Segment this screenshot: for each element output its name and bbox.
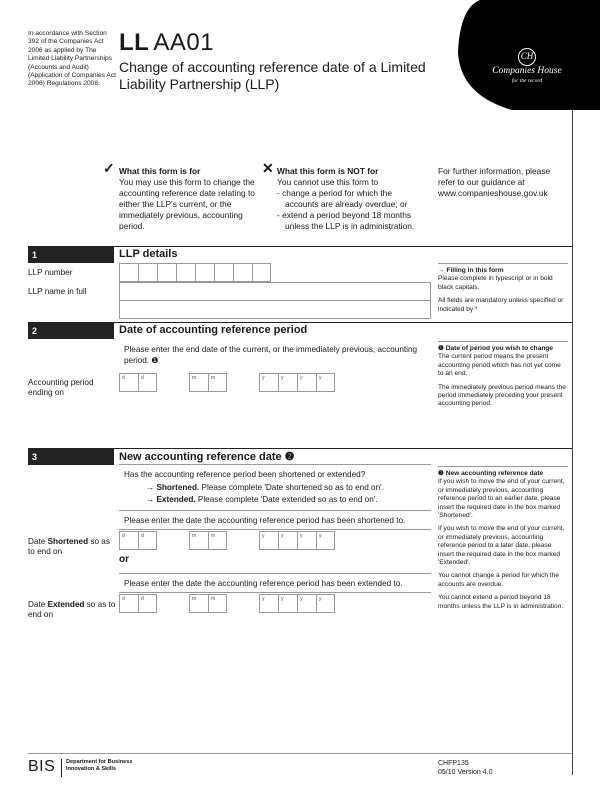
section-title: New accounting reference date ❷ (119, 451, 295, 463)
section-title: Date of accounting reference period (119, 324, 308, 336)
month-digit[interactable]: m (208, 594, 227, 613)
list-item: - change a period for which the accounts are already overdue; or (277, 188, 408, 209)
year-digit[interactable]: y (297, 373, 316, 392)
llp-number-digit[interactable] (119, 263, 138, 282)
option-shortened-label: Shortened. (156, 483, 200, 492)
form-not-for-heading: What this form is NOT for (277, 166, 379, 176)
year-digit[interactable]: y (297, 531, 316, 550)
divider (119, 464, 431, 465)
section-3-header (28, 448, 572, 465)
new-date-guidance-text: If you wish to move the end of your current, or immediately previous, accounting reference period to a later date, please insert the required date in the box marked 'Extended'. (438, 525, 565, 567)
check-icon: ✓ (103, 160, 115, 176)
label-part: Extended (47, 600, 85, 609)
section-2-instruction: Please enter the end date of the current, or the immediately previous, accounting period. ❶ (124, 345, 418, 365)
form-code-prefix: LL (119, 29, 150, 56)
form-not-for-lead: You cannot use this form to (277, 177, 379, 187)
department-line: Department for Business (66, 759, 133, 765)
label-part: Shortened (47, 537, 89, 546)
llp-number-field[interactable] (119, 263, 271, 282)
section-3-question: Has the accounting reference period been shortened or extended? (124, 470, 366, 479)
section-title: LLP details (119, 248, 178, 260)
accounting-period-label: Accounting period ending on (28, 378, 94, 397)
form-version: 05/10 Version 4.0 (438, 769, 493, 776)
legal-reference-text: In accordance with Section 392 of the Companies Act 2006 as applied by The Limited Liability Partnerships (Accounts and Audit) (Application of Companies Act 2006) Regulations 2008. (28, 30, 116, 88)
option-extended-text: Please complete 'Date extended so as to end on'. (197, 495, 378, 504)
year-digit[interactable]: y (278, 373, 297, 392)
divider (119, 592, 431, 593)
form-not-for-list (277, 188, 427, 232)
new-date-guidance-heading: ❷ New accounting reference date (438, 470, 544, 477)
filling-in-guidance (438, 263, 568, 314)
arrow-right-icon: → (146, 495, 155, 504)
label-part: so as to end on (28, 600, 116, 619)
companies-house-logo-tagline: for the record (511, 78, 543, 84)
extended-instruction: Please enter the date the accounting reference period has been extended to. (124, 579, 403, 588)
cross-icon: ✕ (262, 160, 274, 176)
label-part: Date (28, 600, 48, 609)
day-digit[interactable]: d (138, 531, 157, 550)
right-margin-rule (572, 110, 573, 775)
filling-in-text: Please complete in typescript or in bold black capitals. (438, 275, 553, 291)
option-shortened-text: Please complete 'Date shortened so as to end on'. (201, 483, 384, 492)
filling-in-heading: → Filling in this form (438, 267, 504, 274)
bis-logo-divider (61, 759, 62, 777)
llp-number-label: LLP number (28, 268, 73, 277)
llp-number-digit[interactable] (233, 263, 252, 282)
new-date-guidance-text: If you wish to move the end of your current, or immediately previous, accounting reference period to an earlier date, please insert the required date in the box marked 'Shortened'. (438, 478, 565, 520)
year-digit[interactable]: y (297, 594, 316, 613)
label-part: so as to end on (28, 537, 110, 556)
form-code (119, 30, 214, 56)
date-shortened-field[interactable] (119, 531, 335, 550)
llp-number-digit[interactable] (214, 263, 233, 282)
divider (119, 510, 431, 511)
divider (119, 573, 431, 574)
year-digit[interactable]: y (259, 373, 278, 392)
month-digit[interactable]: m (189, 373, 208, 392)
option-shortened (146, 482, 431, 493)
arrow-right-icon: → (146, 483, 155, 492)
date-shortened-label (28, 537, 118, 557)
mandatory-fields-text: All fields are mandatory unless specified or indicated by * (438, 297, 564, 313)
form-code-number: AA01 (153, 29, 215, 56)
date-extended-field[interactable] (119, 594, 335, 613)
llp-number-digit[interactable] (138, 263, 157, 282)
month-digit[interactable]: m (189, 594, 208, 613)
day-digit[interactable]: d (119, 594, 138, 613)
llp-number-digit[interactable] (252, 263, 271, 282)
period-guidance-heading: ❶ Date of period you wish to change (438, 345, 554, 352)
label-part: Date (28, 537, 48, 546)
shortened-instruction: Please enter the date the accounting reference period has been shortened to. (124, 516, 406, 525)
month-digit[interactable]: m (189, 531, 208, 550)
date-extended-label (28, 600, 118, 620)
section-1-header (28, 246, 572, 263)
section-number: 2 (28, 323, 114, 339)
form-ref-code: CHFP135 (438, 760, 469, 767)
year-digit[interactable]: y (259, 594, 278, 613)
department-name (66, 759, 133, 773)
section-2-header (28, 322, 572, 339)
divider (119, 529, 431, 530)
day-digit[interactable]: d (138, 594, 157, 613)
day-digit[interactable]: d (119, 531, 138, 550)
form-purpose-text: You may use this form to change the accounting reference date relating to either the LLP's current, or the immediately previous, accounting period. (119, 177, 255, 231)
llp-name-label: LLP name in full (28, 287, 87, 296)
llp-number-digit[interactable] (195, 263, 214, 282)
form-title: Change of accounting reference date of a Limited Liability Partnership (LLP) (119, 59, 426, 92)
llp-name-field-line-2[interactable] (119, 300, 431, 319)
section-number: 1 (28, 247, 114, 263)
footer-rule (28, 753, 572, 754)
llp-number-digit[interactable] (176, 263, 195, 282)
list-item: - extend a period beyond 18 months unless the LLP is in administration. (277, 210, 415, 231)
form-not-for (277, 166, 427, 232)
day-digit[interactable]: d (138, 373, 157, 392)
day-digit[interactable]: d (119, 373, 138, 392)
form-purpose (119, 166, 269, 232)
year-digit[interactable]: y (316, 531, 335, 550)
section-number: 3 (28, 449, 114, 465)
year-digit[interactable]: y (278, 531, 297, 550)
month-digit[interactable]: m (208, 531, 227, 550)
year-digit[interactable]: y (316, 373, 335, 392)
period-guidance-text: The current period means the present accounting period which has not yet come to an end. (438, 353, 561, 378)
year-digit[interactable]: y (278, 594, 297, 613)
option-extended (146, 494, 431, 505)
new-date-guidance-text: You cannot change a period for which the accounts are overdue. (438, 572, 560, 588)
year-digit[interactable]: y (259, 531, 278, 550)
year-digit[interactable]: y (316, 594, 335, 613)
form-purpose-heading: What this form is for (119, 166, 201, 176)
new-date-guidance-text: You cannot extend a period beyond 18 months unless the LLP is in administration. (438, 594, 564, 610)
department-line: Innovation & Skills (66, 766, 117, 772)
further-info-text: For further information, please refer to our guidance at www.companieshouse.gov.uk (438, 166, 551, 198)
new-date-guidance (438, 466, 568, 611)
llp-number-digit[interactable] (157, 263, 176, 282)
period-guidance (438, 341, 568, 409)
month-digit[interactable]: m (208, 373, 227, 392)
period-guidance-text: The immediately previous period means the period immediately preceding your present accounting period. (438, 383, 566, 408)
llp-name-field-line-1[interactable] (119, 282, 431, 301)
companies-house-emblem-icon: CH (518, 48, 536, 66)
accounting-period-date-field[interactable] (119, 373, 335, 392)
option-extended-label: Extended. (156, 495, 196, 504)
bis-logo: BIS (28, 758, 56, 775)
companies-house-logo-text: Companies House (492, 66, 562, 76)
form-reference (438, 759, 493, 777)
or-separator: or (119, 554, 129, 565)
